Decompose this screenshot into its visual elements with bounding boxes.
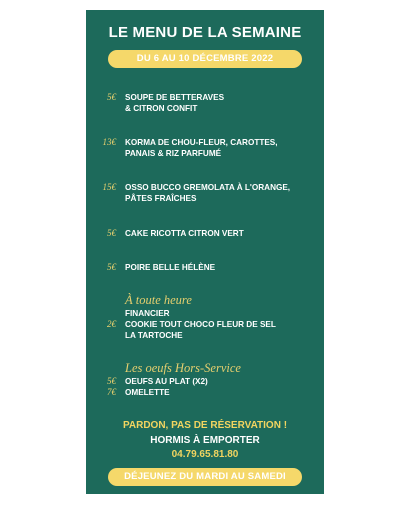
item-name bbox=[125, 262, 215, 273]
item-price: 13€ bbox=[102, 137, 116, 147]
item-name-line: PANAIS & RIZ PARFUMÉ bbox=[125, 149, 222, 158]
eggs-heading: Les oeufs Hors-Service bbox=[125, 361, 241, 375]
item-name-line: OSSO BUCCO GREMOLATA À L'ORANGE, bbox=[125, 183, 291, 192]
menu-title: LE MENU DE LA SEMAINE bbox=[108, 24, 302, 41]
item-name-line: PÂTES FRAÎCHES bbox=[125, 194, 197, 203]
item-name bbox=[125, 308, 276, 341]
item-price: 7€ bbox=[107, 387, 116, 397]
menu-card bbox=[86, 10, 324, 494]
item-price: 2€ bbox=[107, 319, 116, 329]
item-price: 15€ bbox=[102, 182, 116, 192]
item-name-line: SOUPE DE BETTERAVES bbox=[125, 93, 225, 102]
item-name-line: KORMA DE CHOU-FLEUR, CAROTTES, bbox=[125, 138, 278, 147]
item-name: OEUFS AU PLAT (X2) bbox=[125, 377, 208, 386]
item-price: 5€ bbox=[107, 92, 116, 102]
no-reservation-notice: PARDON, PAS DE RÉSERVATION ! bbox=[122, 420, 288, 431]
item-name: OMELETTE bbox=[125, 388, 170, 397]
all-day-heading: À toute heure bbox=[125, 293, 192, 307]
item-name bbox=[125, 228, 244, 239]
item-price: 5€ bbox=[107, 376, 116, 386]
item-price: 5€ bbox=[107, 228, 116, 238]
opening-days-badge: DÉJEUNEZ DU MARDI AU SAMEDI bbox=[108, 468, 302, 486]
item-name-line: COOKIE TOUT CHOCO FLEUR DE SEL bbox=[125, 320, 276, 329]
item-name-line: CAKE RICOTTA CITRON VERT bbox=[125, 229, 244, 238]
item-price: 5€ bbox=[107, 262, 116, 272]
item-name-line: & CITRON CONFIT bbox=[125, 104, 198, 113]
date-range-badge: DU 6 AU 10 DÉCEMBRE 2022 bbox=[108, 50, 302, 68]
takeaway-notice: HORMIS À EMPORTER bbox=[150, 435, 260, 446]
phone-number: 04.79.65.81.80 bbox=[171, 449, 239, 460]
item-name bbox=[125, 137, 278, 159]
item-name-line: LA TARTOCHE bbox=[125, 331, 183, 340]
item-name bbox=[125, 182, 290, 204]
item-name-line: POIRE BELLE HÉLÈNE bbox=[125, 263, 216, 272]
item-name-line: FINANCIER bbox=[125, 309, 170, 318]
item-name bbox=[125, 92, 224, 114]
